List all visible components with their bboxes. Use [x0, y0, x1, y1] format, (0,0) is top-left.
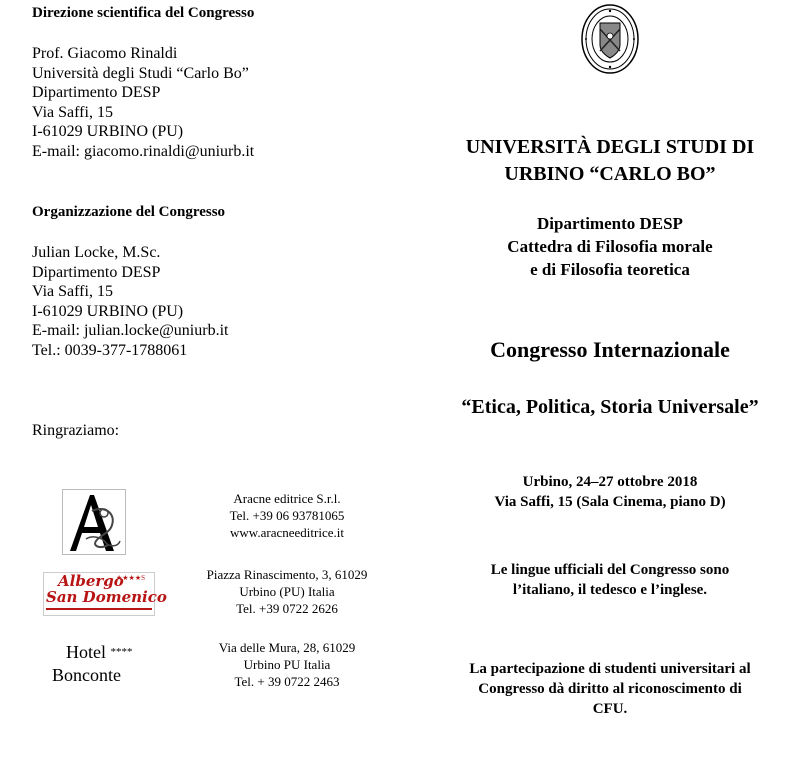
san-domenico-logo-line1: Albergo — [58, 572, 124, 590]
direction-email[interactable]: E-mail: giacomo.rinaldi@uniurb.it — [32, 142, 255, 160]
direction-department: Dipartimento DESP — [32, 84, 161, 102]
languages-line2: l’italiano, il tedesco e l’inglese. — [512, 582, 708, 598]
direction-heading: Direzione scientifica del Congresso — [32, 5, 255, 21]
direction-street: Via Saffi, 15 — [32, 103, 113, 121]
organization-contact — [32, 243, 228, 361]
sponsor-aracne — [172, 490, 402, 541]
aracne-logo — [62, 489, 126, 555]
chair-line1: Cattedra di Filosofia morale — [507, 237, 713, 256]
organization-heading: Organizzazione del Congresso — [32, 204, 226, 220]
aracne-phone: Tel. +39 06 93781065 — [229, 508, 345, 523]
organization-city: I-61029 URBINO (PU) — [32, 302, 184, 320]
san-domenico-underline — [46, 608, 152, 610]
thanks-label: Ringraziamo: — [32, 422, 120, 439]
san-domenico-logo-line2: San Domenico — [46, 588, 167, 606]
organization-email[interactable]: E-mail: julian.locke@uniurb.it — [32, 322, 229, 340]
department-block — [420, 212, 800, 281]
university-title-line2: URBINO “CARLO BO” — [504, 163, 716, 185]
participation-line3: CFU. — [592, 701, 628, 717]
organization-name: Julian Locke, M.Sc. — [32, 244, 161, 261]
direction-city: I-61029 URBINO (PU) — [32, 123, 184, 141]
languages-note — [420, 560, 800, 600]
university-title — [420, 134, 800, 188]
bonconte-city: Urbino PU Italia — [243, 657, 331, 672]
bonconte-logo-line2: Bonconte — [52, 665, 121, 685]
university-seal-icon — [580, 3, 640, 75]
congress-subtitle: “Etica, Politica, Storia Universale” — [461, 396, 759, 418]
congress-title: Congresso Internazionale — [490, 337, 730, 362]
sponsor-bonconte — [172, 639, 402, 690]
bonconte-logo — [52, 641, 162, 687]
bonconte-address: Via delle Mura, 28, 61029 — [218, 640, 356, 655]
san-domenico-address: Piazza Rinascimento, 3, 61029 — [206, 567, 368, 582]
san-domenico-stars: ★★★★S — [116, 574, 145, 582]
direction-name: Prof. Giacomo Rinaldi — [32, 45, 178, 62]
aracne-website[interactable]: www.aracneeditrice.it — [230, 525, 344, 540]
university-title-line1: UNIVERSITÀ DEGLI STUDI DI — [465, 136, 755, 158]
organization-phone: Tel.: 0039-377-1788061 — [32, 341, 188, 359]
bonconte-logo-line1: Hotel — [66, 642, 106, 662]
congress-venue: Via Saffi, 15 (Sala Cinema, piano D) — [494, 494, 726, 510]
participation-note — [420, 659, 800, 719]
department-name: Dipartimento DESP — [537, 214, 683, 233]
direction-contact — [32, 44, 254, 162]
university-seal — [580, 3, 640, 75]
organization-street: Via Saffi, 15 — [32, 283, 113, 301]
organization-department: Dipartimento DESP — [32, 263, 161, 281]
participation-line1: La partecipazione di studenti universitari al — [469, 661, 751, 677]
san-domenico-phone: Tel. +39 0722 2626 — [236, 601, 338, 616]
languages-line1: Le lingue ufficiali del Congresso sono — [490, 562, 730, 578]
direction-university: Università degli Studi “Carlo Bo” — [32, 64, 249, 82]
aracne-name: Aracne editrice S.r.l. — [233, 491, 341, 506]
chair-line2: e di Filosofia teoretica — [530, 260, 690, 279]
aracne-logo-icon — [62, 489, 126, 555]
sponsor-san-domenico — [172, 566, 402, 617]
date-place — [420, 472, 800, 512]
bonconte-phone: Tel. + 39 0722 2463 — [234, 674, 340, 689]
congress-date: Urbino, 24–27 ottobre 2018 — [522, 474, 698, 490]
bonconte-stars: **** — [110, 646, 133, 658]
san-domenico-logo — [43, 572, 167, 616]
san-domenico-city: Urbino (PU) Italia — [239, 584, 335, 599]
participation-line2: Congresso dà diritto al riconoscimento di — [478, 681, 742, 697]
